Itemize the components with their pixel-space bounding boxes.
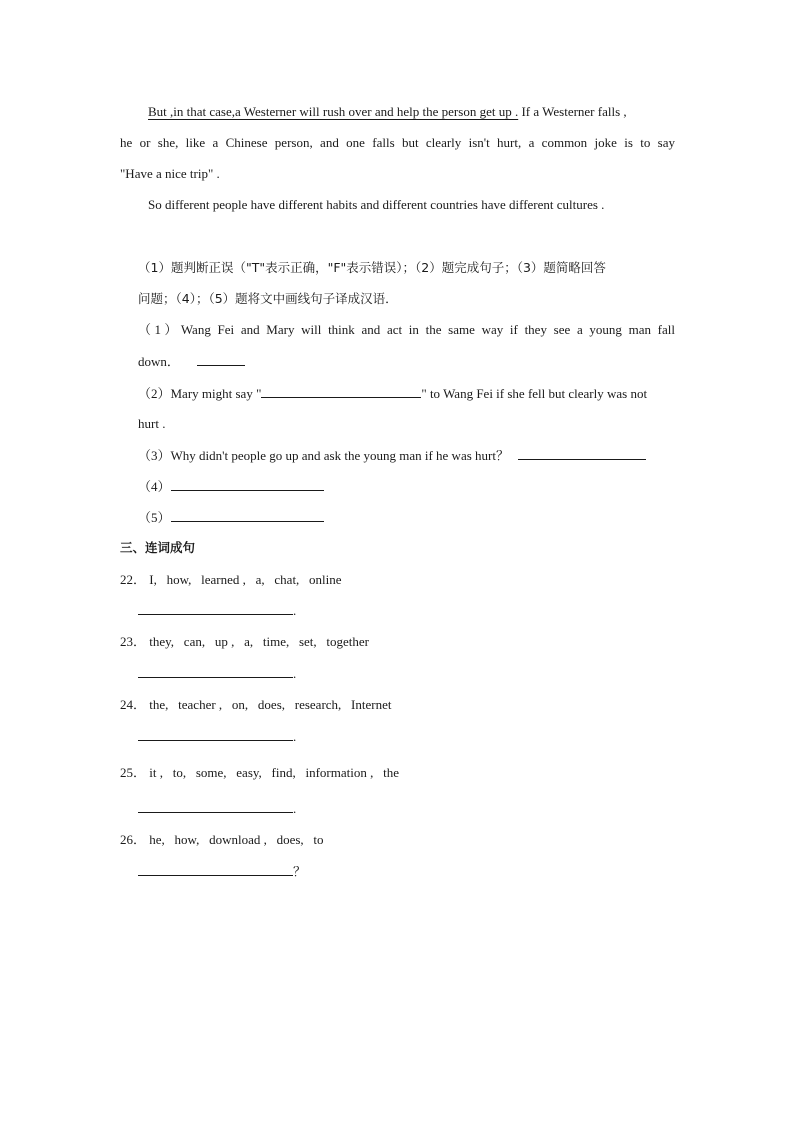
item-number: 25．	[120, 765, 147, 780]
item-24-answer	[138, 728, 296, 745]
item-24	[120, 697, 391, 713]
question-3-text: （3）Why didn't people go up and ask the young man if he was hurt？	[138, 448, 509, 463]
question-2-line-1	[138, 385, 647, 402]
answer-blank-23[interactable]	[138, 665, 293, 678]
item-end: .	[293, 666, 297, 681]
question-5-label: （5）	[138, 510, 171, 525]
passage-text: If a Westerner falls ,	[518, 104, 627, 119]
answer-blank-26[interactable]	[138, 863, 293, 876]
answer-blank-5[interactable]	[171, 509, 324, 522]
item-26	[120, 832, 324, 848]
item-end: .	[293, 801, 297, 816]
item-number: 24．	[120, 697, 147, 712]
question-4	[138, 478, 324, 495]
question-1-tail: down．	[138, 354, 180, 369]
answer-blank-4[interactable]	[171, 478, 324, 491]
instructions-line-2: 问题；（4）；（5）题将文中画线句子译成汉语．	[138, 291, 398, 306]
answer-blank-25[interactable]	[138, 800, 293, 813]
question-1-line-1: （1）Wang Fei and Mary will think and act in the same way if they see a young man fall	[138, 322, 675, 337]
passage-paragraph-2: So different people have different habits and different countries have different cultures .	[148, 197, 605, 212]
item-23-answer	[138, 665, 296, 682]
underlined-sentence: But ,in that case,a Westerner will rush over and help the person get up .	[148, 104, 519, 119]
item-words: they, can, up , a, time, set, together	[149, 634, 370, 649]
passage-line-3: "Have a nice trip" .	[120, 166, 220, 181]
item-words: it , to, some, easy, find, information , the	[149, 765, 399, 780]
item-end: .	[293, 603, 297, 618]
question-2-line-2: hurt .	[138, 416, 166, 431]
passage-line-1	[148, 104, 627, 120]
item-number: 26．	[120, 832, 147, 847]
question-1-line-2	[138, 353, 245, 370]
item-end: .	[293, 729, 297, 744]
item-end: ？	[293, 864, 307, 879]
item-number: 22．	[120, 572, 147, 587]
item-22	[120, 572, 342, 588]
item-25-answer	[138, 800, 296, 817]
instructions-line-1: （1）题判断正误（"T"表示正确，"F"表示错误）；（2）题完成句子；（3）题简略回答	[138, 260, 606, 275]
item-26-answer	[138, 863, 306, 880]
item-number: 23．	[120, 634, 147, 649]
item-words: I, how, learned , a, chat, online	[149, 572, 342, 587]
passage-line-2: he or she, like a Chinese person, and one falls but clearly isn't hurt, a common joke is to say	[120, 135, 675, 150]
item-words: he, how, download , does, to	[149, 832, 324, 847]
answer-blank-22[interactable]	[138, 602, 293, 615]
question-3	[138, 447, 646, 464]
item-words: the, teacher , on, does, research, Internet	[149, 697, 392, 712]
question-2-suffix: " to Wang Fei if she fell but clearly was not	[421, 386, 648, 401]
answer-blank-24[interactable]	[138, 728, 293, 741]
answer-blank-3[interactable]	[518, 447, 646, 460]
answer-blank-1[interactable]	[197, 353, 245, 366]
item-23	[120, 634, 369, 650]
question-2-prefix: （2）Mary might say "	[138, 386, 262, 401]
section-title: 三、连词成句	[120, 540, 196, 555]
item-22-answer	[138, 602, 296, 619]
question-4-label: （4）	[138, 479, 171, 494]
item-25	[120, 765, 399, 781]
answer-blank-2[interactable]	[261, 385, 421, 398]
question-5	[138, 509, 324, 526]
